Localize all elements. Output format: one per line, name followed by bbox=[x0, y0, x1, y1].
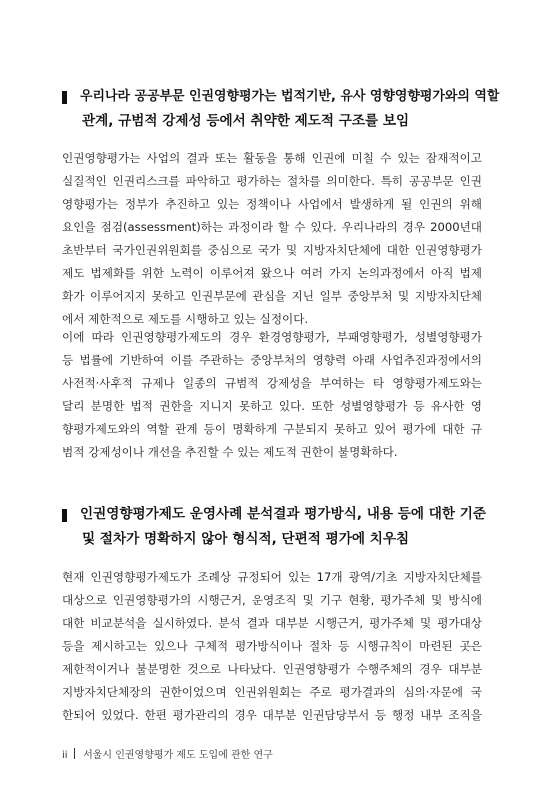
section1-paragraph-1 bbox=[62, 147, 482, 331]
paragraph-line: 인권영향평가는 사업의 결과 또는 활동을 통해 인권에 미칠 수 있는 잠재적이고 bbox=[62, 151, 482, 165]
running-title: 서울시 인권영향평가 제도 도입에 관한 연구 bbox=[83, 750, 273, 761]
paragraph-line: 등 법률에 기반하여 이를 주관하는 중앙부처의 영향력 아래 사업추진과정에서의 bbox=[62, 353, 482, 367]
heading-line: 및 절차가 명확하지 않아 형식적, 단편적 평가에 치우침 bbox=[82, 531, 410, 547]
paragraph-line: 제한적이거나 불분명한 것으로 나타났다. 인권영향평가 수행주체의 경우 대부분 bbox=[62, 662, 482, 676]
heading-line: 인권영향평가제도 운영사례 분석결과 평가방식, 내용 등에 대한 기준 bbox=[80, 506, 486, 522]
section2-paragraph-1 bbox=[62, 566, 482, 727]
paragraph-line: 실질적인 인권리스크를 파악하고 평가하는 절차를 의미한다. 특히 공공부문 인권 bbox=[62, 174, 482, 188]
paragraph-line: 사전적·사후적 규제나 일종의 규범적 강제성을 부여하는 타 영향평가제도와는 bbox=[62, 376, 482, 390]
heading-line: 우리나라 공공부문 인권영향평가는 법적기반, 유사 영향영향평가와의 역할 bbox=[80, 89, 500, 104]
paragraph-line: 제도 법제화를 위한 노력이 이루어져 왔으나 여러 가지 논의과정에서 아직 법제 bbox=[62, 266, 482, 280]
paragraph-line: 대상으로 인권영향평가의 시행근거, 운영조직 및 기구 현황, 평가주체 및 방식에 bbox=[62, 593, 482, 607]
paragraph-line: 에서 제한적으로 제도를 시행하고 있는 실정이다. bbox=[62, 312, 309, 326]
paragraph-line: 달리 분명한 법적 권한을 지니지 못하고 있다. 또한 성별영향평가 등 유사한 영 bbox=[62, 399, 482, 413]
section2-heading bbox=[62, 502, 502, 552]
page-number: ii bbox=[62, 750, 68, 761]
heading-bullet-icon bbox=[62, 91, 67, 104]
heading-bullet-icon bbox=[62, 509, 67, 522]
paragraph-line: 향평가제도와의 역할 관계 등이 명확하게 구분되지 못하고 있어 평가에 대한 규 bbox=[62, 422, 482, 436]
paragraph-line: 초반부터 국가인권위원회를 중심으로 국가 및 지방자치단체에 대한 인권영향평가 bbox=[62, 243, 482, 257]
paragraph-line: 등을 제시하고는 있으나 구체적 평가방식이나 절차 등 시행규칙이 마련된 곳은 bbox=[62, 639, 482, 653]
paragraph-line: 지방자치단체장의 권한이었으며 인권위원회는 주로 평가결과의 심의·자문에 국 bbox=[62, 685, 482, 699]
heading-line: 관계, 규범적 강제성 등에서 취약한 제도적 구조를 보임 bbox=[82, 113, 410, 129]
paragraph-line: 범적 강제성이나 개선을 추진할 수 있는 제도적 권한이 불명확하다. bbox=[62, 445, 398, 459]
paragraph-line: 영향평가는 정부가 추진하고 있는 정책이나 사업에서 발생하게 될 인권의 위해 bbox=[62, 197, 482, 211]
page-footer bbox=[62, 746, 273, 761]
paragraph-line: 대한 비교분석을 실시하였다. 분석 결과 대부분 시행근거, 평가주체 및 평가대상 bbox=[62, 616, 482, 630]
footer-separator bbox=[74, 748, 76, 759]
section1-paragraph-2 bbox=[62, 326, 482, 464]
paragraph-line: 요인을 점검(assessment)하는 과정이라 할 수 있다. 우리나라의 경우 2000년대 bbox=[62, 220, 482, 234]
paragraph-line: 화가 이루어지지 못하고 인권부문에 관심을 지닌 일부 중앙부처 및 지방자치단체 bbox=[62, 289, 482, 303]
paragraph-line: 현재 인권영향평가제도가 조례상 규정되어 있는 17개 광역/기초 지방자치단체를 bbox=[62, 570, 482, 584]
section1-heading bbox=[62, 84, 502, 134]
paragraph-line: 한되어 있었다. 한편 평가관리의 경우 대부분 인권담당부서 등 행정 내부 조직을 bbox=[62, 708, 482, 722]
paragraph-line: 이에 따라 인권영향평가제도의 경우 환경영향평가, 부패영향평가, 성별영향평가 bbox=[62, 330, 482, 344]
